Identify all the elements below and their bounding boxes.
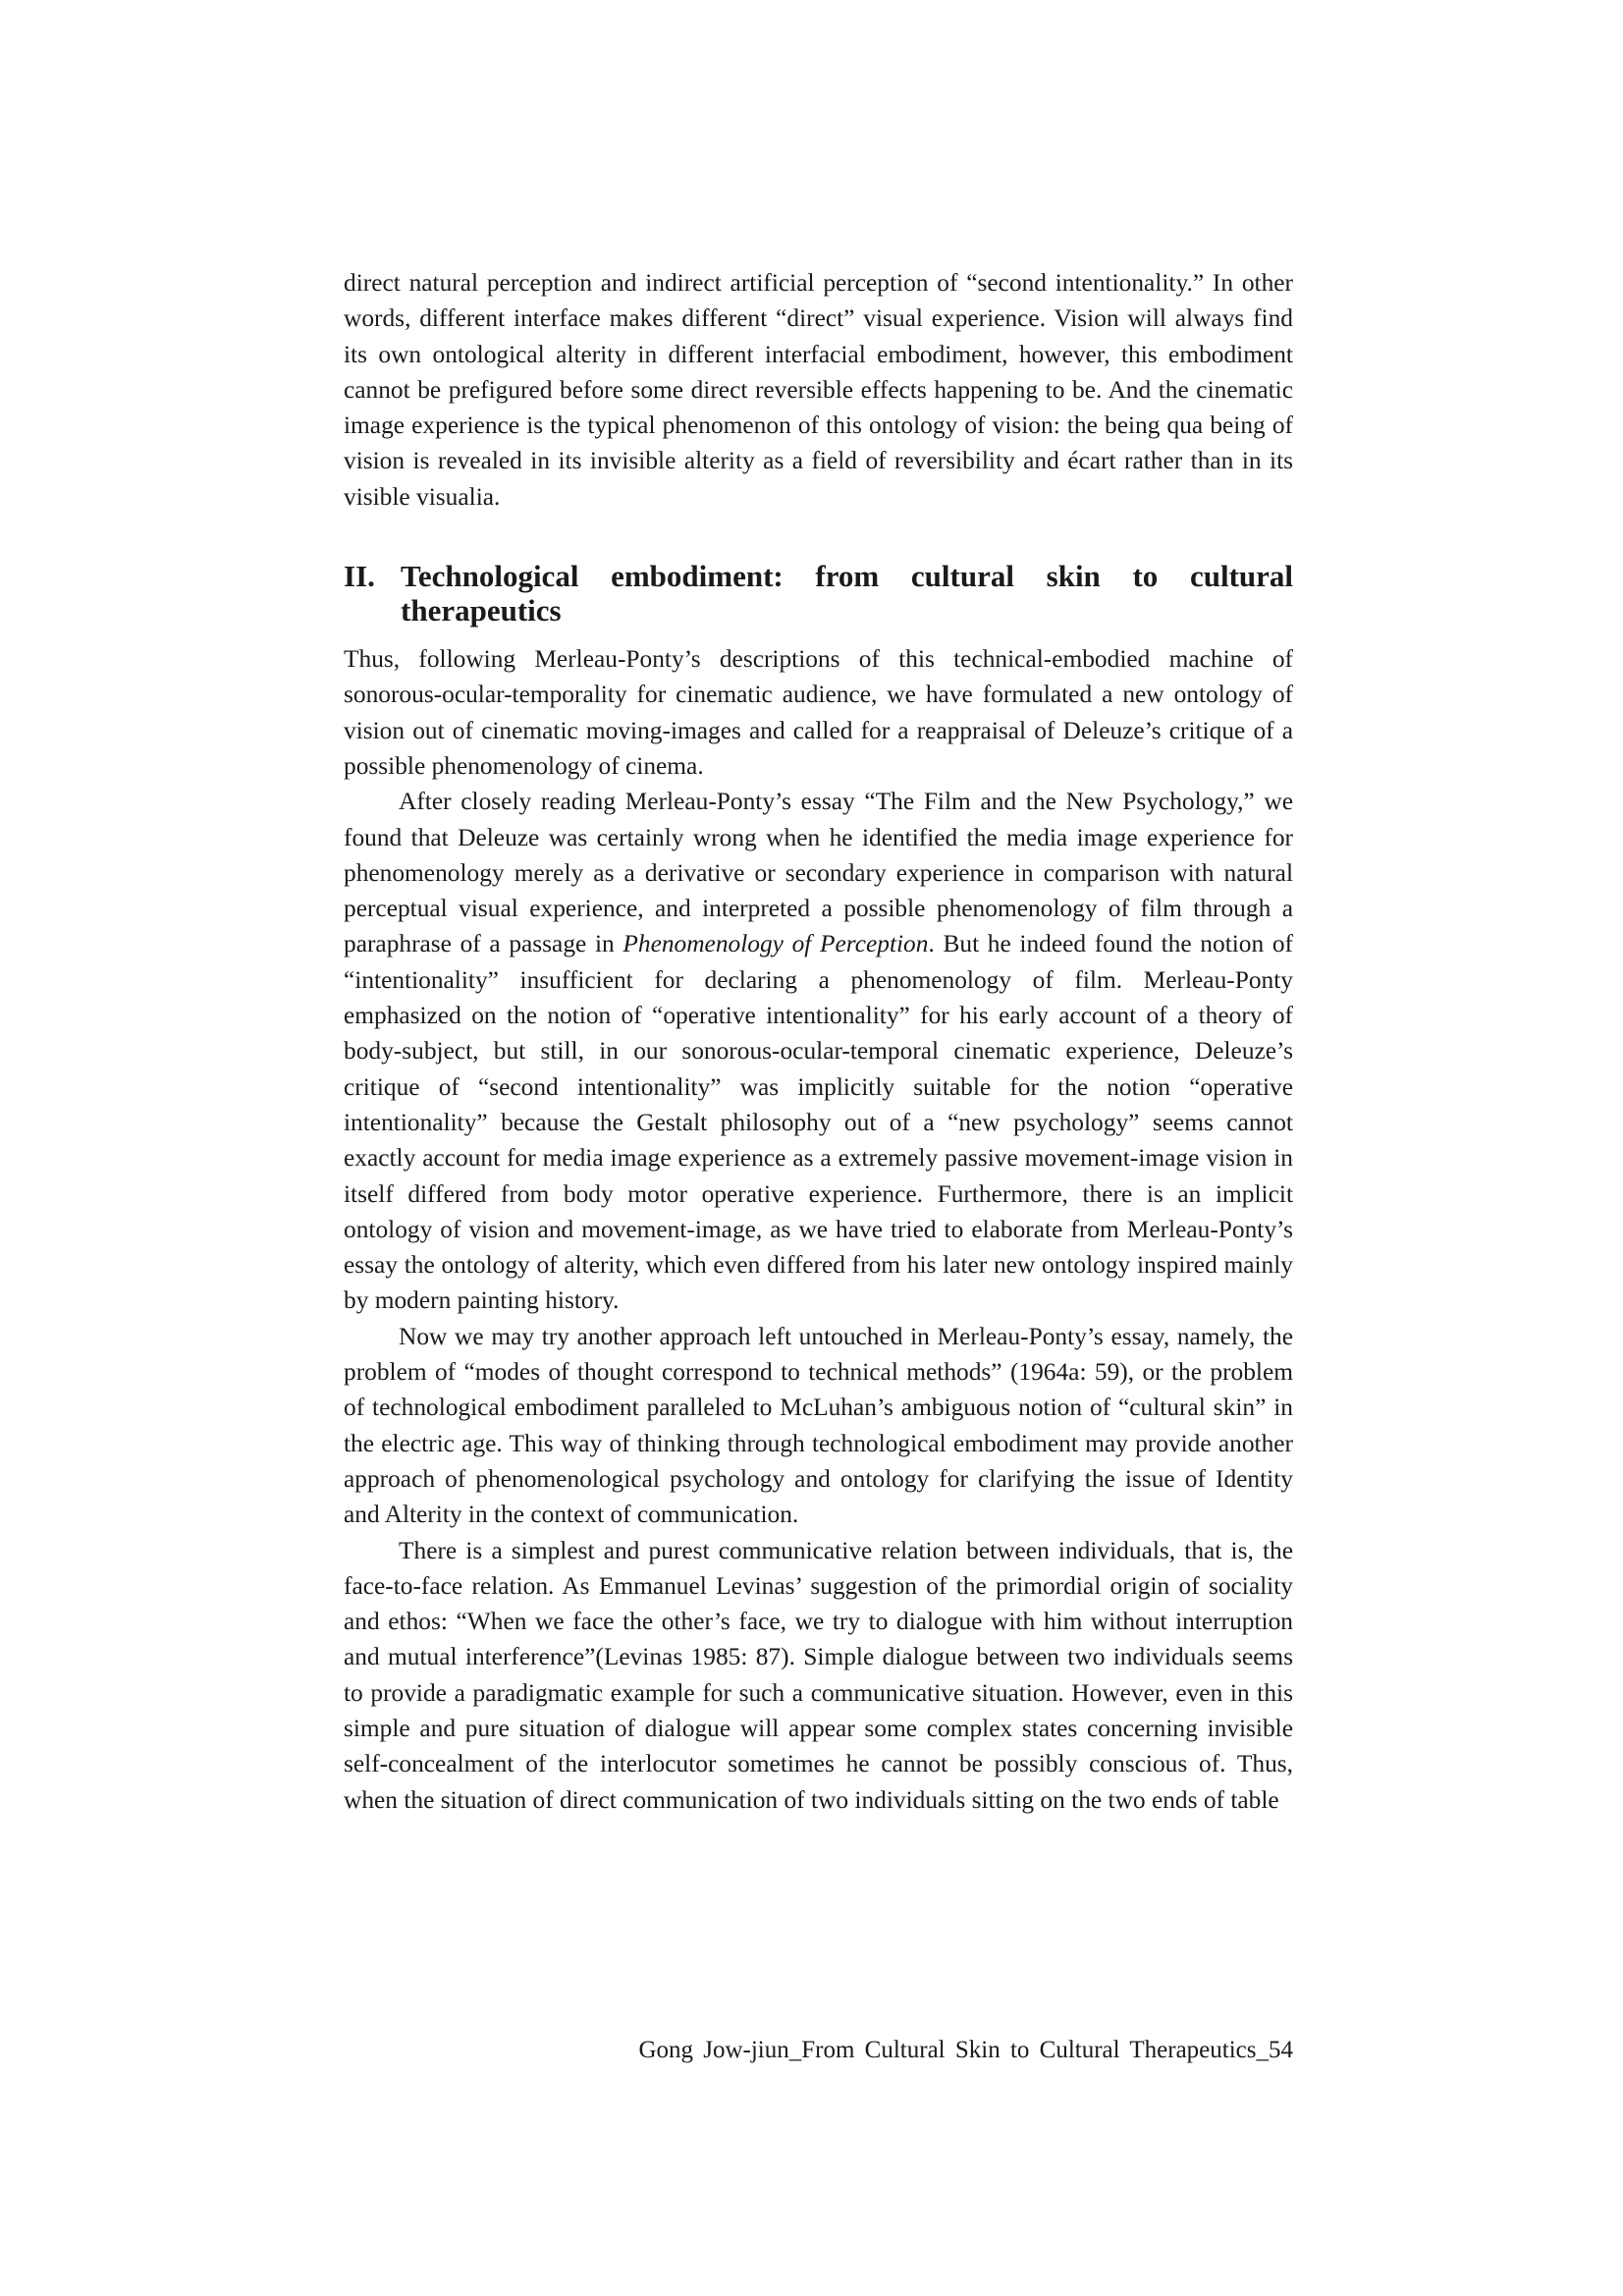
paragraph-1: Thus, following Merleau-Ponty’s descriptions of this technical-embodied machine of sonorous-ocular-temporality for cinematic audience, we have formulated a new ontology of vision out of cinematic moving-images and called for a reappraisal of Deleuze’s critique of a possible phenomenology of cinema.: [344, 645, 1293, 780]
section-number: II.: [344, 559, 375, 594]
section-title: [401, 559, 1293, 628]
paragraph-continued: direct natural perception and indirect artificial perception of “second intentionality.” In other words, different interface makes different “direct” visual experience. Vision will always find its own ontological alterity in different interfacial embodiment, however, this embodiment cannot be prefigured before some direct reversible effects happening to be. And the cinematic image experience is the typical phenomenon of this ontology of vision: the being qua being of vision is revealed in its invisible alterity as a field of reversibility and écart rather than in its visible visualia.: [344, 269, 1293, 511]
paragraph-2-part-b: . But he indeed found the notion of “intentionality” insufficient for declaring a phenomenology of film. Merleau-Ponty emphasized on the notion of “operative intentionality” for his early account of a theory of body-subject, but still, in our sonorous-ocular-temporal cinematic experience, Deleuze’s critique of “second intentionality” was implicitly suitable for the notion “operative intentionality” because the Gestalt philosophy out of a “new psychology” seems cannot exactly account for media image experience as a extremely passive movement-image vision in itself differed from body motor operative experience. Furthermore, there is an implicit ontology of vision and movement-image, as we have tried to elaborate from Merleau-Ponty’s essay the ontology of alterity, which even differed from his later new ontology inspired mainly by modern painting history.: [344, 930, 1293, 1315]
paragraph-3: Now we may try another approach left untouched in Merleau-Ponty’s essay, namely, the problem of “modes of thought correspond to technical methods” (1964a: 59), or the problem of technological embodiment paralleled to McLuhan’s ambiguous notion of “cultural skin” in the electric age. This way of thinking through technological embodiment may provide another approach of phenomenological psychology and ontology for clarifying the issue of Identity and Alterity in the context of communication.: [344, 1322, 1293, 1529]
paragraph-4: There is a simplest and purest communicative relation between individuals, that is, the face-to-face relation. As Emmanuel Levinas’ suggestion of the primordial origin of sociality and ethos: “When we face the other’s face, we try to dialogue with him without interruption and mutual interference”(Levinas 1985: 87). Simple dialogue between two individuals seems to provide a paradigmatic example for such a communicative situation. However, even in this simple and pure situation of dialogue will appear some complex states concerning invisible self-concealment of the interlocutor sometimes he cannot be possibly conscious of. Thus, when the situation of direct communication of two individuals sitting on the two ends of table: [344, 1536, 1293, 1814]
paragraph-2-part-a: After closely reading Merleau-Ponty’s essay “The Film and the New Psychology,” we found that Deleuze was certainly wrong when he identified the media image experience for phenomenology merely as a derivative or secondary experience in comparison with natural perceptual visual experience, and interpreted a possible phenomenology of film through a paraphrase of a passage in: [344, 788, 1293, 958]
paragraph-2: [344, 784, 1293, 1318]
section-title-line-2: therapeutics: [401, 593, 562, 629]
running-footer: Gong Jow-jiun_From Cultural Skin to Cultural Therapeutics_54: [638, 2037, 1293, 2063]
section-heading: [344, 559, 1293, 628]
text-column: [344, 265, 1293, 1818]
section-title-line-1: Technological embodiment: from cultural skin to cultural: [401, 559, 1293, 594]
book-title-italic: Phenomenology of Perception: [622, 930, 929, 958]
